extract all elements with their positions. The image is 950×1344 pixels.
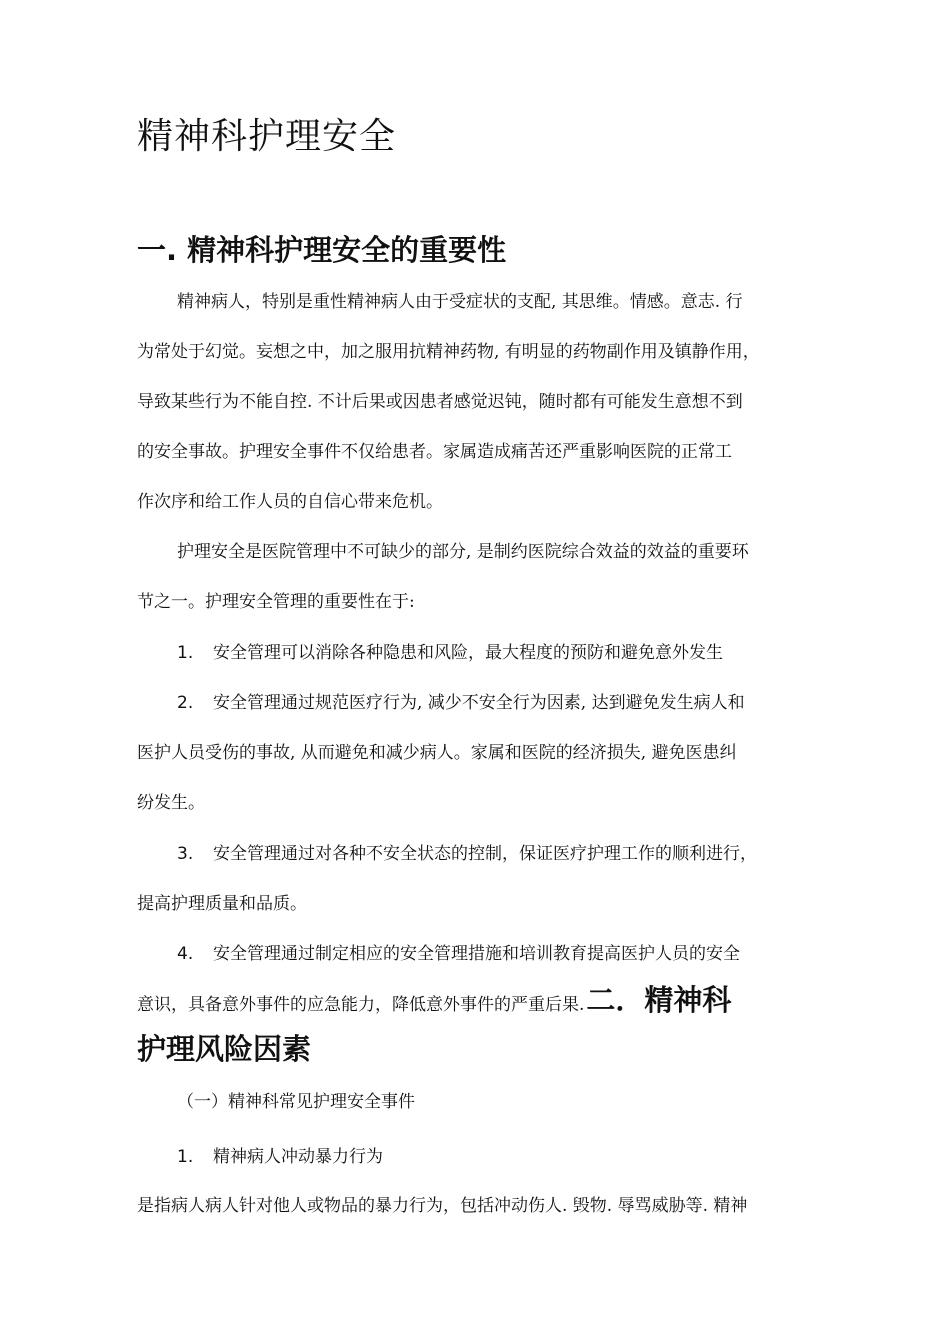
paragraph-2-line-1: 护理安全是医院管理中不可缺少的部分, 是制约医院综合效益的效益的重要环 [177, 542, 749, 562]
list-item-1-text: 安全管理可以消除各种隐患和风险，最大程度的预防和避免意外发生 [213, 643, 723, 663]
list-item-1 [177, 645, 723, 662]
paragraph-1-line-4: 的安全事故。护理安全事件不仅给患者。家属造成痛苦还严重影响医院的正常工 [137, 442, 732, 462]
section-2-item-1 [177, 1149, 383, 1166]
list-item-2-text: 安全管理通过规范医疗行为, 减少不安全行为因素, 达到避免发生病人和 [213, 693, 745, 713]
list-item-2-number: 2. [177, 693, 194, 713]
list-item-3-cont-1: 提高护理质量和品质。 [137, 894, 307, 914]
section-2-subheading: （一）精神科常见护理安全事件 [177, 1092, 415, 1112]
paragraph-1-line-2: 为常处于幻觉。妄想之中，加之服用抗精神药物, 有明显的药物副作用及镇静作用， [137, 342, 760, 362]
list-item-2-cont-2: 纷发生。 [137, 793, 205, 813]
list-item-4-cont-1 [137, 985, 731, 1020]
list-item-3-number: 3. [177, 844, 194, 864]
list-item-1-number: 1. [177, 643, 194, 663]
section-2-heading-part-1: 二．精神科 [586, 983, 732, 1017]
list-item-4 [177, 946, 740, 963]
list-item-4-number: 4. [177, 944, 194, 964]
list-item-2 [177, 695, 745, 712]
document-title: 精神科护理安全 [137, 116, 397, 157]
list-item-3-text: 安全管理通过对各种不安全状态的控制，保证医疗护理工作的顺利进行， [213, 844, 757, 864]
paragraph-1-line-3: 导致某些行为不能自控. 不计后果或因患者感觉迟钝，随时都有可能发生意想不到 [137, 392, 743, 412]
list-item-4-cont-text: 意识，具备意外事件的应急能力，降低意外事件的严重后果. [137, 995, 585, 1015]
paragraph-2-line-2: 节之一。护理安全管理的重要性在于: [137, 592, 415, 612]
section-2-item-1-number: 1. [177, 1147, 194, 1167]
section-2-paragraph: 是指病人病人针对他人或物品的暴力行为，包括冲动伤人. 毁物. 辱骂威胁等. 精神 [137, 1196, 748, 1216]
section-1-heading: 一. 精神科护理安全的重要性 [137, 233, 507, 267]
list-item-3 [177, 846, 757, 863]
list-item-2-cont-1: 医护人员受伤的事故, 从而避免和减少病人。家属和医院的经济损失, 避免医患纠 [137, 743, 737, 763]
section-2-item-1-label: 精神病人冲动暴力行为 [213, 1147, 383, 1167]
list-item-4-text: 安全管理通过制定相应的安全管理措施和培训教育提高医护人员的安全 [213, 944, 740, 964]
section-2-heading-part-2: 护理风险因素 [137, 1032, 312, 1066]
paragraph-1-line-1: 精神病人，特别是重性精神病人由于受症状的支配, 其思维。情感。意志. 行 [177, 292, 743, 312]
paragraph-1-line-5: 作次序和给工作人员的自信心带来危机。 [137, 492, 443, 512]
